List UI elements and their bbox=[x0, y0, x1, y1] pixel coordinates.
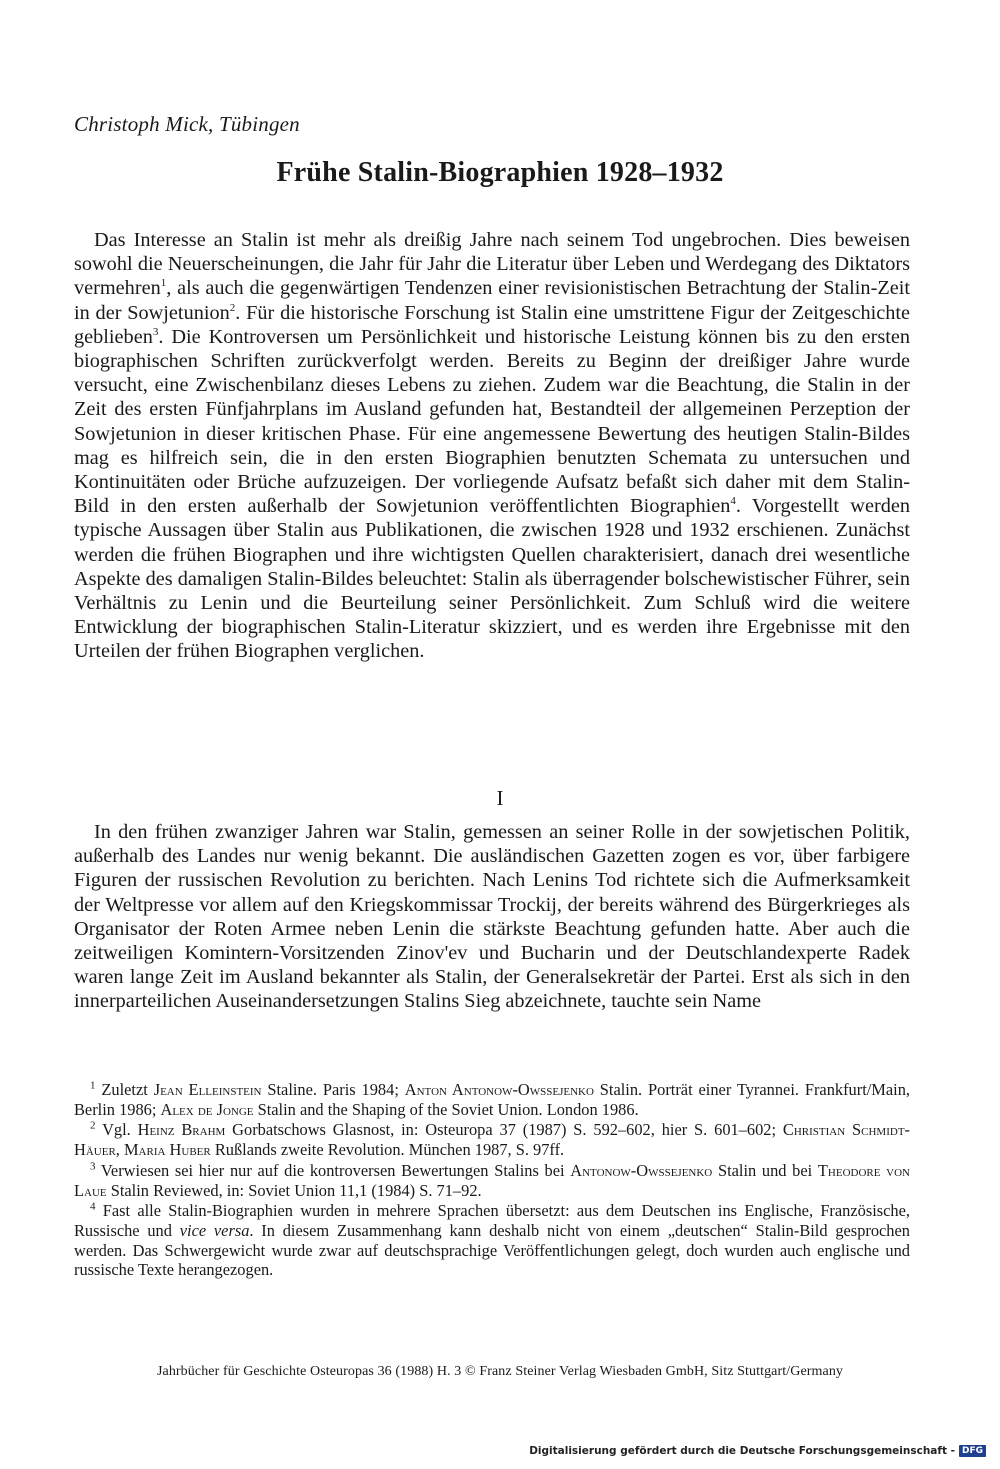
footnote-text: Staline. Paris 1984; bbox=[261, 1080, 405, 1099]
footnote-text: Rußlands zweite Revolution. München 1987, S. 97ff. bbox=[210, 1140, 565, 1160]
footnote-author: Antonow-Owssejenko bbox=[570, 1160, 713, 1180]
footnote-author: Jean Elleinstein bbox=[153, 1080, 262, 1099]
footnote-author: Heinz Brahm bbox=[137, 1120, 226, 1140]
footnote-1 bbox=[74, 1080, 910, 1119]
digitization-notice-text: Digitalisierung gefördert durch die Deutsche Forschungsgemeinschaft - bbox=[529, 1445, 955, 1457]
footnote-number: 3 bbox=[90, 1160, 96, 1173]
footnote-text: Stalin Reviewed, in: Soviet Union 11,1 (1984) S. 71–92. bbox=[106, 1180, 482, 1200]
journal-citation-footer: Jahrbücher für Geschichte Osteuropas 36 (1988) H. 3 © Franz Steiner Verlag Wiesbaden GmbH, Sitz Stuttgart/Germany bbox=[156, 1364, 844, 1379]
para1-text-1: Das Interesse an Stalin ist mehr als dreißig Jahre nach seinem Tod ungebrochen. Dies beweisen sowohl die Neuerscheinungen, die Jahr für Jahr die Literatur über Leben und Werdegang des Diktators vermehren bbox=[74, 229, 910, 300]
author-line: Christoph Mick, Tübingen bbox=[74, 112, 300, 136]
para1-text-5: . Vorgestellt werden typische Aussagen über Stalin aus Publikationen, die zwischen 1928 und 1932 erschienen. Zunächst werden die frühen Biographen und ihre wichtigsten Quellen charakterisiert, danach drei wesentliche Aspekte des damaligen Stalin-Bildes beleuchtet: Stalin als überragender bolschewistischer Führer, sein Verhältnis zu Lenin und die Beurteilung seiner Persönlichkeit. Zum Schluß wird die weitere Entwicklung der biographischen Stalin-Literatur skizziert, und es werden ihre Ergebnisse mit den Urteilen der frühen Biographen verglichen. bbox=[74, 495, 910, 663]
footnote-number: 1 bbox=[90, 1079, 96, 1092]
section-heading: I bbox=[496, 786, 504, 810]
footnote-text: Gorbatschows Glasnost, in: Osteuropa 37 (1987) S. 592–602, hier S. 601–602; bbox=[225, 1120, 783, 1140]
footnote-ref-2[interactable]: 2 bbox=[229, 301, 236, 314]
footnote-ref-4[interactable]: 4 bbox=[730, 495, 736, 508]
para1-text-2: , als auch die gegenwärtigen Tendenzen einer revisionistischen Betrachtung der Stalin-Zeit in der Sowjetunion bbox=[74, 277, 910, 324]
footnote-text: Zuletzt bbox=[95, 1080, 154, 1099]
footnote-author: Anton Antonow-Owssejenko bbox=[404, 1080, 594, 1099]
section-paragraph: In den frühen zwanziger Jahren war Stalin, gemessen an seiner Rolle in der sowjetischen Politik, außerhalb des Landes nur wenig bekannt. Die ausländischen Gazetten zogen es vor, über farbigere Figuren der russischen Revolution zu berichten. Nach Lenins Tod richtete sich die Aufmerksamkeit der Weltpresse vor allem auf den Kriegskommissar Trockij, der bereits während des Bürgerkrieges als Organisator der Roten Armee neben Lenin die stärkste Beachtung gefunden hatte. Aber auch die zeitweiligen Komintern-Vorsitzenden Zinov'ev und Bucharin und der Deutschlandexperte Radek waren lange Zeit im Ausland bekannter als Stalin, der Generalsekretär der Partei. Erst als sich in den innerparteilichen Auseinandersetzungen Stalins Sieg abzeichnete, tauchte sein Name bbox=[74, 821, 910, 1013]
footnote-text: Stalin und bei bbox=[712, 1160, 818, 1180]
footnote-number: 4 bbox=[90, 1200, 96, 1213]
footnote-text: . In diesem Zusammenhang kann deshalb nicht von einem „deutschen“ Stalin-Bild gesprochen werden. Das Schwergewicht wurde zwar auf deutschsprachige Veröffentlichungen gelegt, doch wurden auch englische und russische Texte herangezogen. bbox=[74, 1220, 910, 1280]
footnote-2 bbox=[74, 1120, 910, 1159]
footnote-3 bbox=[74, 1161, 910, 1200]
digitization-notice bbox=[529, 1445, 986, 1457]
intro-paragraph bbox=[74, 228, 910, 664]
footnote-text: Stalin and the Shaping of the Soviet Union. London 1986. bbox=[253, 1099, 639, 1119]
footnote-ref-1[interactable]: 1 bbox=[160, 277, 167, 290]
dfg-logo-icon[interactable]: DFG bbox=[959, 1445, 986, 1457]
footnote-author: Maria Huber bbox=[123, 1140, 211, 1160]
footnote-author: Christian Schmidt-Häuer bbox=[74, 1120, 910, 1160]
footnote-text: Stalin. Porträt einer Tyrannei. Frankfurt/Main, Berlin 1986; bbox=[74, 1080, 910, 1119]
footnote-text: , bbox=[115, 1140, 124, 1160]
footnote-italic-phrase: vice versa bbox=[179, 1220, 250, 1240]
footnote-author: Alex de Jonge bbox=[160, 1099, 254, 1119]
footnote-author: Theodore von Laue bbox=[74, 1160, 910, 1200]
para1-text-4: . Die Kontroversen um Persönlichkeit und historische Leistung können bis zu den ersten biographischen Schriften zurückverfolgt werden. Bereits zu Beginn der dreißiger Jahre wurde versucht, eine Zwischenbilanz dieses Lebens zu ziehen. Zudem war die Beachtung, die Stalin in der Zeit des ersten Fünfjahrplans im Ausland gefunden hat, Bestandteil der allgemeinen Perzeption der Sowjetunion in dieser kritischen Phase. Für eine angemessene Bewertung des heutigen Stalin-Bildes mag es hilfreich sein, die in den ersten Biographien benutzten Schemata zu untersuchen und Kontinuitäten oder Brüche aufzuzeigen. Der vorliegende Aufsatz befaßt sich daher mit dem Stalin-Bild in den ersten außerhalb der Sowjetunion veröffentlichten Biographien bbox=[74, 325, 910, 518]
footnote-text: Verwiesen sei hier nur auf die kontroversen Bewertungen Stalins bei bbox=[95, 1160, 571, 1180]
footnote-text: Vgl. bbox=[95, 1120, 138, 1140]
footnote-4 bbox=[74, 1201, 910, 1280]
footnote-text: Fast alle Stalin-Biographien wurden in mehrere Sprachen übersetzt: aus dem Deutschen ins Englische, Französische, Russische und bbox=[74, 1201, 910, 1240]
footnote-number: 2 bbox=[90, 1119, 96, 1132]
footnotes bbox=[74, 1080, 910, 1281]
footnote-ref-3[interactable]: 3 bbox=[152, 326, 159, 339]
para1-text-3: . Für die historische Forschung ist Stalin eine umstrittene Figur der Zeitgeschichte geblieben bbox=[74, 301, 910, 348]
article-title: Frühe Stalin-Biographien 1928–1932 bbox=[276, 157, 724, 188]
